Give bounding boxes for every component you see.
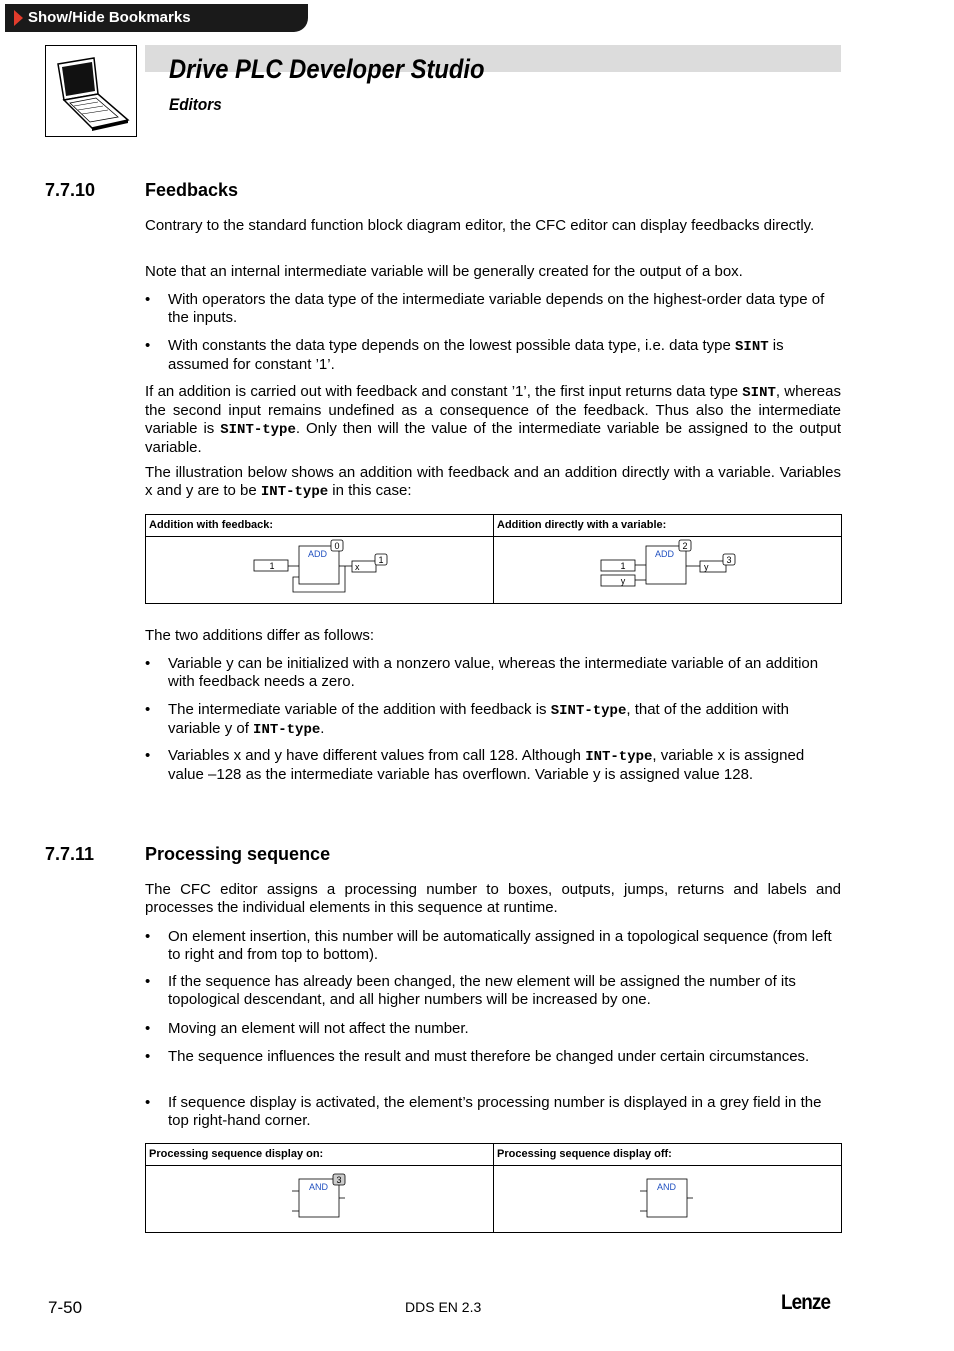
figure-header: Addition directly with a variable:	[494, 515, 842, 537]
output-number: 3	[726, 555, 732, 565]
paragraph: The CFC editor assigns a processing number to boxes, outputs, jumps, returns and labels and processes the individual elements in this sequence at runtime.	[145, 881, 841, 916]
section-title: Feedbacks	[145, 180, 239, 200]
figure-header: Addition with feedback:	[146, 515, 494, 537]
input-variable: y	[620, 576, 626, 586]
sequence-off-diagram	[494, 1166, 841, 1227]
output-number: 1	[378, 555, 384, 565]
figure-header: Processing sequence display on:	[146, 1144, 494, 1166]
figure-cell	[494, 1166, 842, 1233]
section-title: Processing sequence	[145, 844, 331, 864]
paragraph: The two additions differ as follows:	[145, 627, 375, 644]
paragraph: If an addition is carried out with feedback and constant ’1’, the first input returns data type SINT, whereas the second input remains undefined as a consequence of the feedback. Thus also the intermediate variable is SINT-type. Only then will the value of the intermediate variable be assigned to the output variable.	[145, 383, 841, 456]
section-number: 7.7.10	[45, 180, 96, 200]
input-constant: 1	[269, 561, 275, 571]
and-box-label: AND	[309, 1182, 329, 1192]
document-title: Drive PLC Developer Studio	[169, 54, 485, 84]
input-constant: 1	[620, 561, 626, 571]
processing-number: 0	[334, 541, 340, 551]
brand-logo: Lenze	[781, 1291, 831, 1314]
output-var: y	[704, 562, 709, 572]
variable-diagram	[494, 537, 841, 598]
sequence-figure-table	[145, 1143, 842, 1233]
laptop-icon	[46, 46, 136, 136]
figure-cell	[494, 537, 842, 604]
document-id: DDS EN 2.3	[405, 1299, 482, 1315]
sequence-on-diagram	[146, 1166, 493, 1227]
laptop-logo	[45, 45, 137, 137]
triangle-right-icon	[14, 10, 23, 26]
add-box-label: ADD	[308, 549, 328, 559]
paragraph: The illustration below shows an addition with feedback and an addition directly with a variable. Variables x and y are to be INT-type in this case:	[145, 464, 841, 500]
add-box-label: ADD	[655, 549, 675, 559]
paragraph: Note that an internal intermediate variable will be generally created for the output of a box.	[145, 263, 743, 280]
show-hide-bookmarks-button[interactable]	[5, 4, 308, 32]
and-box-label: AND	[657, 1182, 677, 1192]
output-var: x	[355, 562, 360, 572]
processing-number: 3	[336, 1175, 342, 1185]
bookmarks-label: Show/Hide Bookmarks	[28, 9, 191, 26]
section-number: 7.7.11	[45, 844, 95, 864]
page-number: 7-50	[48, 1298, 83, 1317]
document-subtitle: Editors	[169, 95, 222, 114]
paragraph: Contrary to the standard function block diagram editor, the CFC editor can display feedbacks directly.	[145, 217, 815, 234]
figure-header: Processing sequence display off:	[494, 1144, 842, 1166]
feedback-figure-table	[145, 514, 842, 604]
figure-cell	[146, 537, 494, 604]
figure-cell	[146, 1166, 494, 1233]
feedback-diagram	[146, 537, 493, 598]
processing-number: 2	[682, 541, 688, 551]
